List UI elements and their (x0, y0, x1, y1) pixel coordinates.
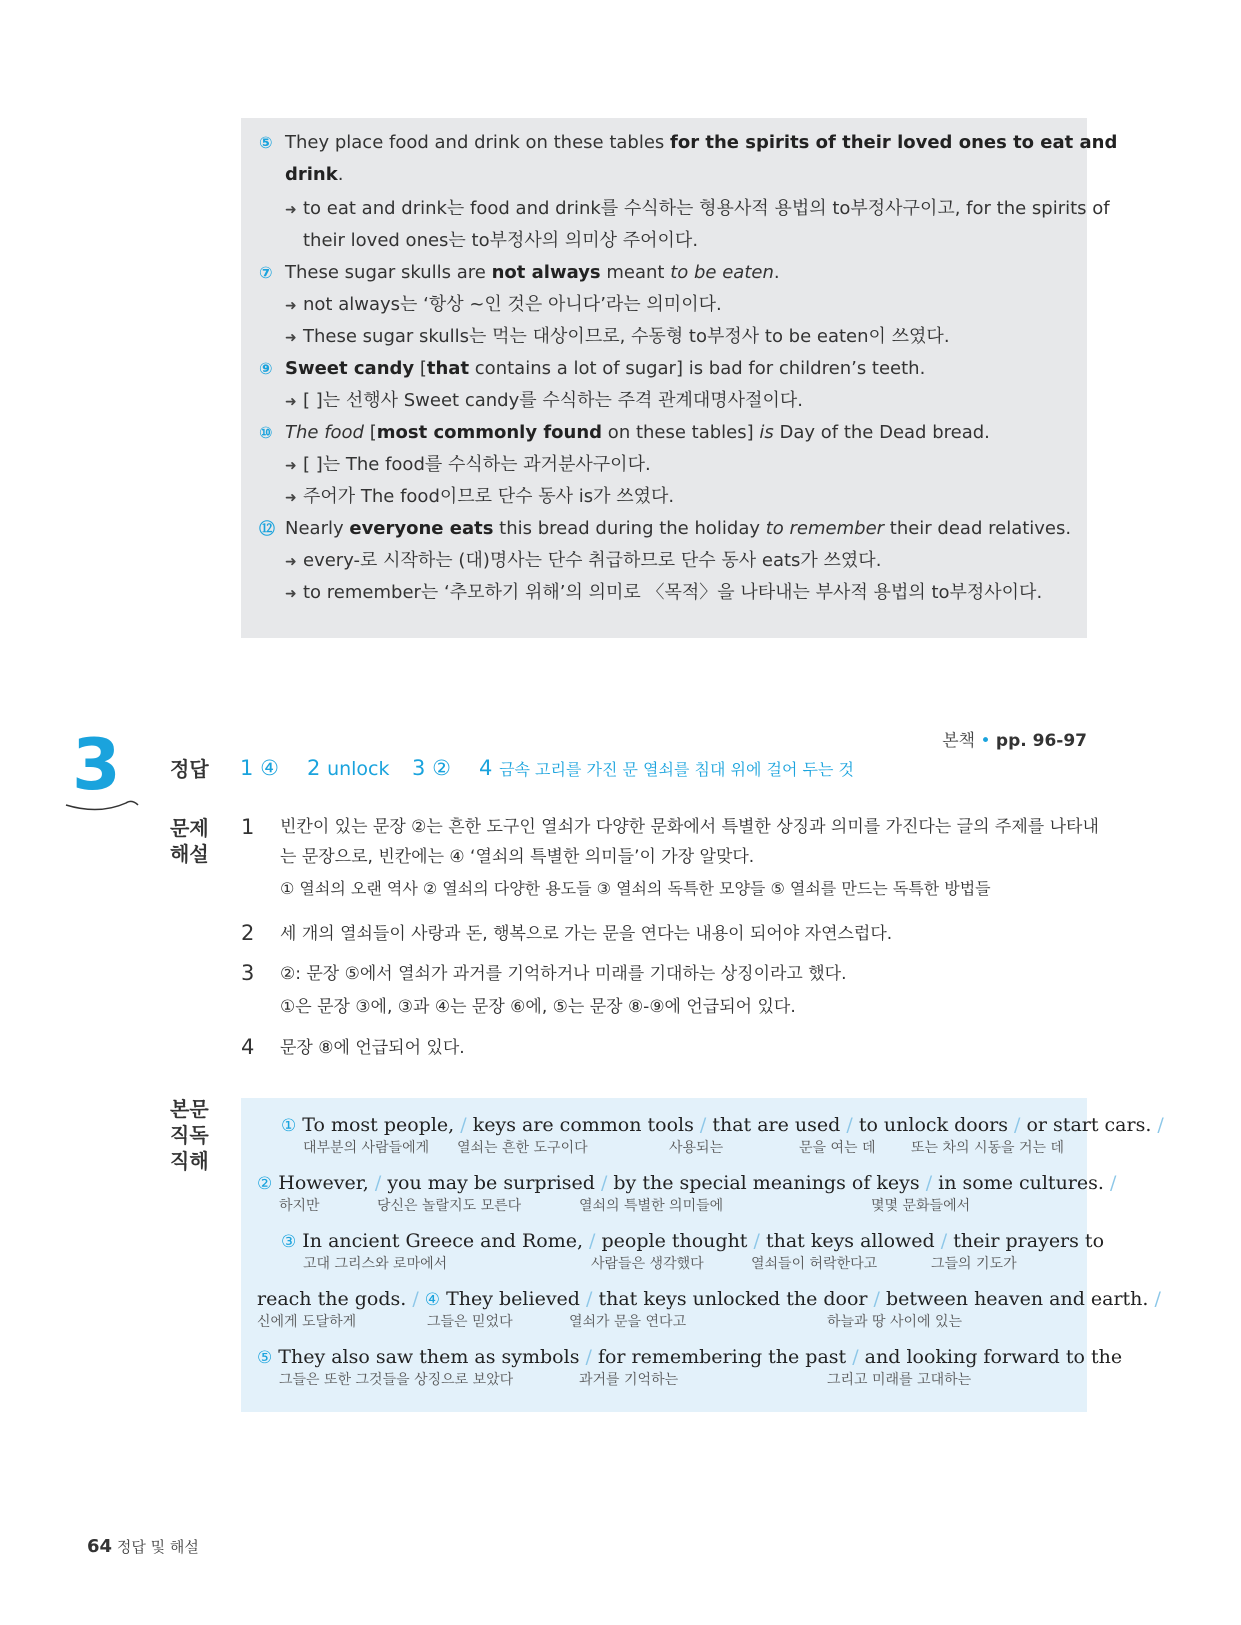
reading-english-line: reach the gods. / ④ They believed / that keys unlocked the door / between heaven and earth. / (257, 1288, 1161, 1310)
grammar-notes-box (241, 118, 1118, 638)
page-reference: 본책 • pp. 96-97 (942, 731, 1087, 751)
reading-korean-chunk: 몇몇 문화들에서 (871, 1198, 971, 1214)
reading-korean-chunk: 그들은 또한 그것들을 상징으로 보았다 (279, 1372, 514, 1388)
reading-korean-chunk: 하지만 (279, 1198, 320, 1214)
arrow-icon: ➜ (285, 554, 297, 570)
note-line: ⑨ Sweet candy [that contains a lot of sugar] is bad for children’s teeth. (259, 358, 926, 379)
reading-korean-chunk: 당신은 놀랄지도 모른다 (377, 1198, 522, 1214)
reading-korean-chunk: 과거를 기억하는 (579, 1372, 679, 1388)
circled-number: ⑦ (259, 263, 273, 282)
reading-korean-chunk: 열쇠가 문을 연다고 (569, 1314, 687, 1330)
reading-korean-chunk: 사람들은 생각했다 (591, 1256, 704, 1272)
answer-item: 3 ② (412, 756, 451, 780)
circled-number: ⑩ (259, 423, 273, 442)
explanation-text: ②: 문장 ⑤에서 열쇠가 과거를 기억하거나 미래를 기대하는 상징이라고 했다. (280, 964, 847, 984)
reading-korean-chunk: 신에게 도달하게 (257, 1314, 357, 1330)
answer-label: 정답 (170, 757, 209, 781)
page-footer (87, 1536, 199, 1557)
note-explanation: ➜ These sugar skulls는 먹는 대상이므로, 수동형 to부정사 to be eaten이 쓰였다. (285, 325, 950, 350)
reading-english-line: ① To most people, / keys are common tools / that are used / to unlock doors / or start cars. / (281, 1114, 1164, 1136)
explanation-text: 세 개의 열쇠들이 사랑과 돈, 행복으로 가는 문을 연다는 내용이 되어야 자연스럽다. (280, 924, 893, 944)
note-line: ⑫ Nearly everyone eats this bread during the holiday to remember their dead relatives. (259, 518, 1072, 539)
question-number: 3 (241, 961, 255, 985)
reading-korean-chunk: 열쇠는 흔한 도구이다 (457, 1140, 588, 1156)
reading-korean-chunk: 열쇠의 특별한 의미들에 (579, 1198, 724, 1214)
explanation-text: ①은 문장 ③에, ③과 ④는 문장 ⑥에, ⑤는 문장 ⑧-⑨에 언급되어 있다. (280, 997, 796, 1017)
note-explanation: ➜ not always는 ‘항상 ~인 것은 아니다’라는 의미이다. (285, 293, 722, 318)
explanation-text: 빈칸이 있는 문장 ②는 흔한 도구인 열쇠가 다양한 문화에서 특별한 상징과 의미를 가진다는 글의 주제를 나타내 (280, 817, 1099, 837)
answer-item: 4 금속 고리를 가진 문 열쇠를 침대 위에 걸어 두는 것 (479, 756, 854, 780)
explanation-text: 문장 ⑧에 언급되어 있다. (280, 1038, 465, 1058)
arrow-icon: ➜ (285, 458, 297, 474)
reading-korean-chunk: 사용되는 (669, 1140, 724, 1156)
page-number: 64 (87, 1536, 113, 1557)
reading-korean-chunk: 문을 여는 데 (799, 1140, 876, 1156)
answer-item: 1 ④ (240, 756, 279, 780)
reading-korean-chunk: 고대 그리스와 로마에서 (303, 1256, 448, 1272)
note-explanation: ➜ every-로 시작하는 (대)명사는 단수 취급하므로 단수 동사 eats가 쓰였다. (285, 549, 881, 574)
arrow-icon: ➜ (285, 298, 297, 314)
note-line: drink. (285, 164, 344, 185)
question-number: 4 (241, 1035, 255, 1059)
note-explanation: their loved ones는 to부정사의 의미상 주어이다. (303, 230, 699, 251)
question-number: 1 (241, 815, 255, 839)
note-explanation: ➜ to remember는 ‘추모하기 위해’의 의미로 〈목적〉을 나타내는 부사적 용법의 to부정사이다. (285, 581, 1042, 606)
reading-korean-chunk: 그리고 미래를 고대하는 (827, 1372, 972, 1388)
note-explanation: ➜ [ ]는 The food를 수식하는 과거분사구이다. (285, 453, 651, 478)
note-line: ⑦ These sugar skulls are not always meant to be eaten. (259, 262, 780, 283)
note-explanation: ➜ [ ]는 선행사 Sweet candy를 수식하는 주격 관계대명사절이다. (285, 389, 803, 414)
arrow-icon: ➜ (285, 490, 297, 506)
reading-english-line: ② However, / you may be surprised / by the special meanings of keys / in some cultures. / (257, 1172, 1117, 1194)
question-number: 2 (241, 921, 255, 945)
reading-korean-chunk: 하늘과 땅 사이에 있는 (827, 1314, 963, 1330)
section-number: 3 (72, 724, 121, 806)
arrow-icon: ➜ (285, 330, 297, 346)
reading-korean-chunk: 대부분의 사람들에게 (303, 1140, 430, 1156)
direct-reading-box (241, 1098, 1164, 1412)
reading-korean-chunk: 열쇠들이 허락한다고 (751, 1256, 878, 1272)
circled-number: ⑨ (259, 359, 273, 378)
reading-korean-chunk: 그들의 기도가 (931, 1256, 1017, 1272)
explanation-label: 문제 해설 (170, 816, 209, 866)
note-line: ⑩ The food [most commonly found on these tables] is Day of the Dead bread. (259, 422, 990, 443)
note-line: ⑤ They place food and drink on these tables for the spirits of their loved ones to eat and (259, 132, 1118, 153)
note-explanation: ➜ 주어가 The food이므로 단수 동사 is가 쓰였다. (285, 485, 674, 510)
reading-label: 본문 직독 직해 (170, 1097, 209, 1173)
circled-number: ⑫ (259, 519, 276, 538)
arrow-icon: ➜ (285, 586, 297, 602)
reading-english-line: ③ In ancient Greece and Rome, / people thought / that keys allowed / their prayers to (281, 1230, 1105, 1252)
reading-korean-chunk: 또는 차의 시동을 거는 데 (911, 1140, 1065, 1156)
footer-title: 정답 및 해설 (116, 1538, 199, 1556)
arrow-icon: ➜ (285, 202, 297, 218)
circled-number: ⑤ (259, 133, 273, 152)
answer-item: 2 unlock (307, 756, 390, 780)
arrow-icon: ➜ (285, 394, 297, 410)
note-explanation: ➜ to eat and drink는 food and drink를 수식하는 형용사적 용법의 to부정사구이고, for the spirits of (285, 197, 1110, 222)
reading-english-line: ⑤ They also saw them as symbols / for remembering the past / and looking forward to the (257, 1346, 1123, 1368)
explanation-text: 는 문장으로, 빈칸에는 ④ ‘열쇠의 특별한 의미들’이 가장 알맞다. (280, 847, 755, 867)
explanation-text: ① 열쇠의 오랜 역사 ② 열쇠의 다양한 용도들 ③ 열쇠의 독특한 모양들 ⑤ 열쇠를 만드는 독특한 방법들 (280, 879, 991, 898)
reading-korean-chunk: 그들은 믿었다 (427, 1314, 513, 1330)
section-underline-swoosh-icon (64, 795, 144, 815)
